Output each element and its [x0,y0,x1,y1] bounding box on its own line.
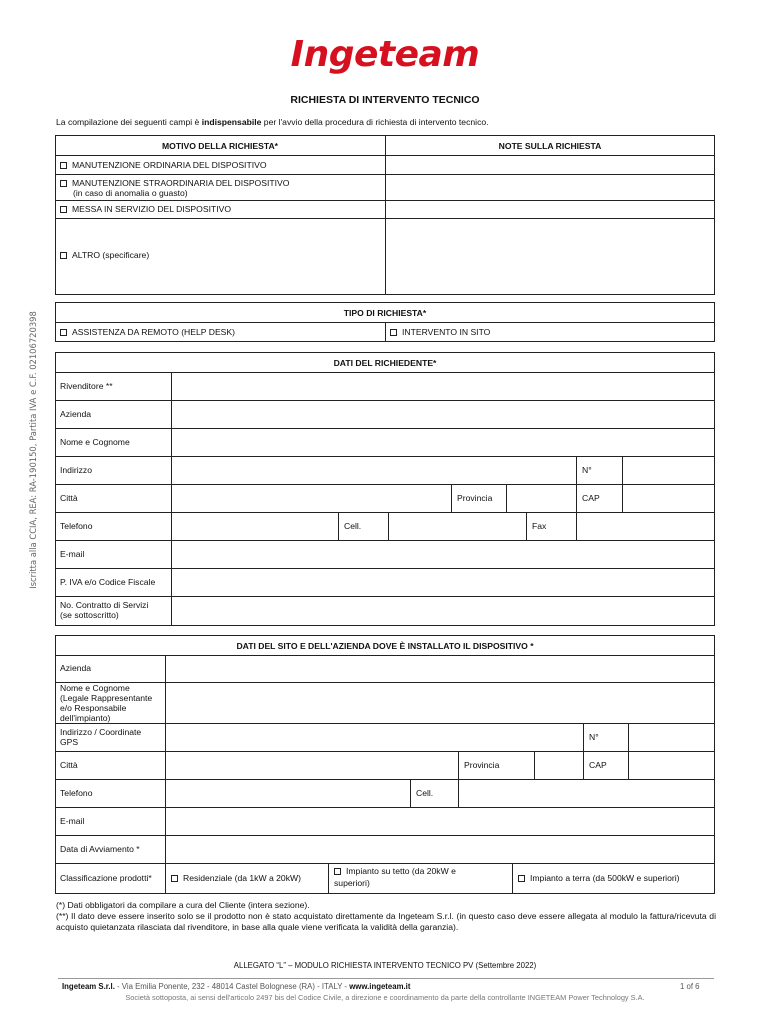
sito-numero-label: N° [589,732,599,742]
sito-table [55,635,715,894]
checkbox[interactable] [60,329,67,336]
sito-header: DATI DEL SITO E DELL'AZIENDA DOVE È INSTALLATO IL DISPOSITIVO * [236,641,534,651]
cls-residenziale[interactable]: Residenziale (da 1kW a 20kW) [171,873,301,883]
sito-provincia-label: Provincia [464,760,500,770]
data-avviamento-label: Data di Avviamento * [60,844,140,854]
sito-gps-label: GPS [60,737,79,747]
classificazione-label: Classificazione prodotti* [60,873,152,883]
checkbox[interactable] [334,868,341,875]
citta-label: Città [60,493,78,503]
sito-cell-label: Cell. [416,788,434,798]
sito-indirizzo-label: Indirizzo / Coordinate [60,727,142,737]
footer-divider [58,978,714,979]
nome-label: Nome e Cognome [60,437,130,447]
motivo-option-messa-in-servizio[interactable]: MESSA IN SERVIZIO DEL DISPOSITIVO [60,204,231,214]
footer-company: Ingeteam S.r.l. - Via Emilia Ponente, 232 - 48014 Castel Bolognese (RA) - ITALY - www.ingeteam.it [62,982,411,991]
cls-terra[interactable]: Impianto a terra (da 500kW e superiori) [518,873,680,883]
email-label: E-mail [60,549,85,559]
footnote-1: (*) Dati obbligatori da compilare a cura del Cliente (intera sezione). [56,900,310,910]
piva-label: P. IVA e/o Codice Fiscale [60,577,156,587]
tipo-header: TIPO DI RICHIESTA* [343,308,427,318]
sito-azienda-label: Azienda [60,663,92,673]
checkbox[interactable] [60,162,67,169]
checkbox[interactable] [60,206,67,213]
side-registration-text: Iscritta alla CCIA, REA: RA-190150, Partita IVA e C.F. 02106720398 [28,311,38,589]
richiedente-header: DATI DEL RICHIEDENTE* [333,358,437,368]
checkbox[interactable] [518,875,525,882]
sito-email-label: E-mail [60,816,85,826]
company-logo: Ingeteam [290,34,480,75]
intro-text: La compilazione dei seguenti campi è indispensabile per l'avvio della procedura di richiesta di intervento tecnico. [56,117,489,127]
cap-label: CAP [582,493,600,503]
sito-telefono-label: Telefono [60,788,93,798]
provincia-label: Provincia [457,493,493,503]
motivo-header: MOTIVO DELLA RICHIESTA* [161,141,278,151]
contratto-label: No. Contratto di Servizi [60,600,149,610]
cls-tetto-cont: superiori) [334,878,370,888]
sito-nome-sub2: e/o Responsabile [60,703,127,713]
rivenditore-label: Rivenditore ** [60,381,113,391]
page-title: RICHIESTA DI INTERVENTO TECNICO [290,94,480,106]
cell-label: Cell. [344,521,362,531]
footnote-2: (**) Il dato deve essere inserito solo se il prodotto non è stato acquistato direttamente da Ingeteam S.r.l. (in questo caso deve essere allegata al modulo la fattura/ricevuta di acquisto quietanzata rilasciata dal rivenditore, in base alla quale viene verificata la validità della garanzia). [56,911,716,932]
motivo-option-straordinaria-note: (in caso di anomalia o guasto) [73,188,188,198]
sito-citta-label: Città [60,760,78,770]
footnotes [56,900,716,933]
tipo-option-remoto[interactable]: ASSISTENZA DA REMOTO (HELP DESK) [60,327,235,337]
checkbox[interactable] [390,329,397,336]
azienda-label: Azienda [60,409,92,419]
numero-label: N° [582,465,592,475]
checkbox[interactable] [171,875,178,882]
indirizzo-label: Indirizzo [60,465,92,475]
telefono-label: Telefono [60,521,93,531]
checkbox[interactable] [60,180,67,187]
allegato-label: ALLEGATO “L” – MODULO RICHIESTA INTERVENTO TECNICO PV (Settembre 2022) [233,961,537,970]
checkbox[interactable] [60,252,67,259]
tipo-option-in-sito[interactable]: INTERVENTO IN SITO [390,327,490,337]
contratto-note: (se sottoscritto) [60,610,119,620]
footer-societa: Società sottoposta, ai sensi dell'articolo 2497 bis del Codice Civile, a direzione e coordinamento da parte della controllante INGETEAM Power Technology S.A. [125,993,645,1002]
sito-nome-label: Nome e Cognome [60,683,130,693]
sito-nome-sub1: (Legale Rappresentante [60,693,153,703]
fax-label: Fax [532,521,547,531]
motivo-option-ordinaria[interactable]: MANUTENZIONE ORDINARIA DEL DISPOSITIVO [60,160,267,170]
cls-tetto[interactable]: Impianto su tetto (da 20kW e [334,866,456,876]
sito-nome-sub3: dell'impianto) [60,713,111,723]
sito-cap-label: CAP [589,760,607,770]
motivo-option-straordinaria[interactable]: MANUTENZIONE STRAORDINARIA DEL DISPOSITIVO [60,178,289,188]
notes-header: NOTE SULLA RICHIESTA [498,141,602,151]
motivo-option-altro[interactable]: ALTRO (specificare) [60,250,149,260]
page-number: 1 of 6 [680,982,700,991]
